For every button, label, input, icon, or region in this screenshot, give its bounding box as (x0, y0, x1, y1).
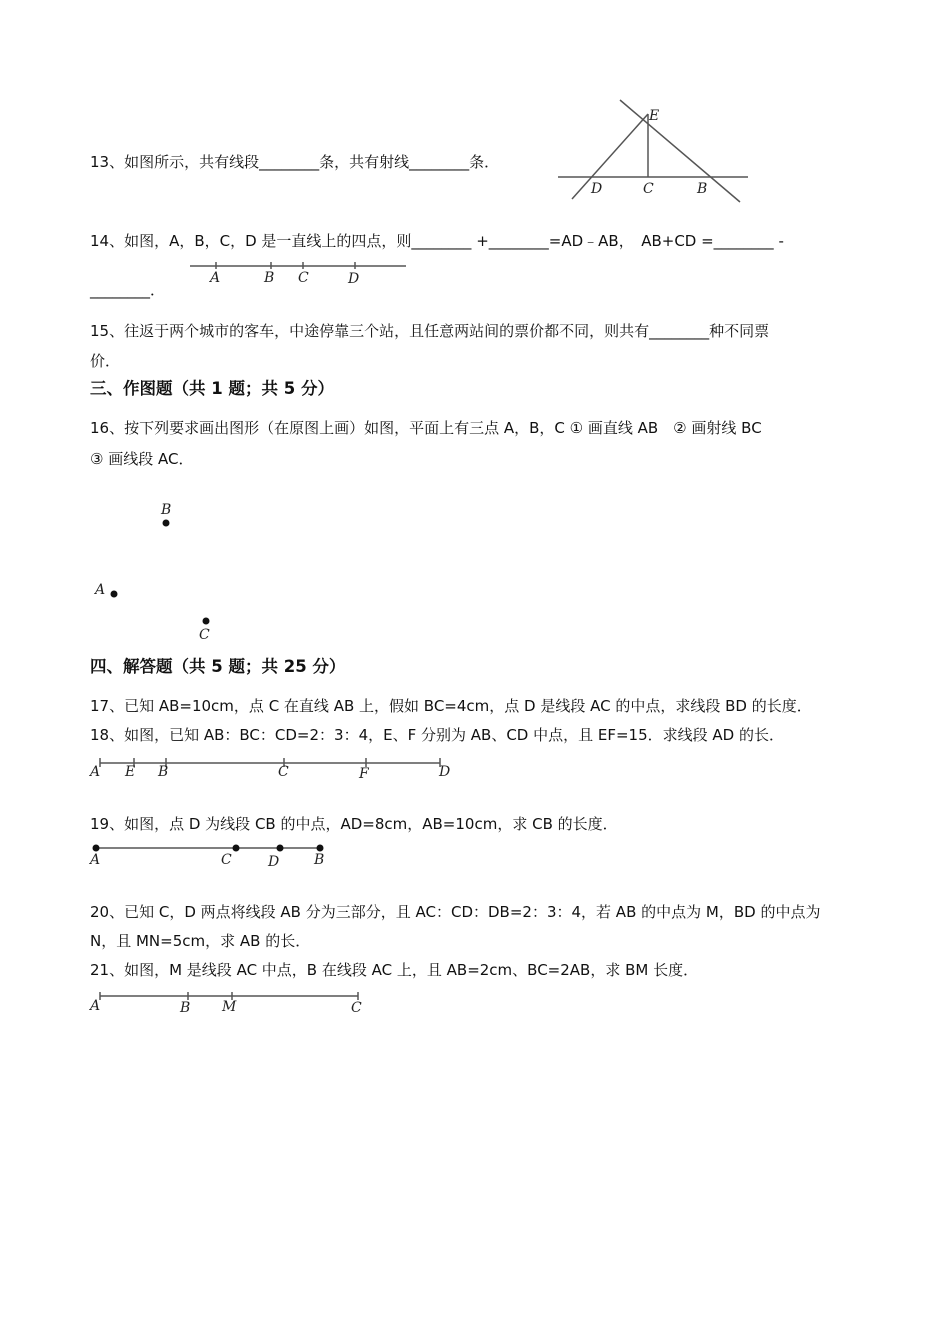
label-d: D (439, 764, 451, 780)
label-b: B (180, 1000, 191, 1016)
label-c: C (278, 764, 289, 780)
figure-q14 (188, 262, 408, 290)
point-d (277, 845, 284, 852)
label-b: B (264, 270, 275, 286)
question-14-line-2: ________． (90, 281, 166, 299)
figure-q13 (556, 96, 756, 206)
question-16-line-1: 16、按下列要求画出图形（在原图上画）如图，平面上有三点 A，B，C ① 画直线 AB ② 画射线 BC (90, 419, 762, 437)
label-d: D (591, 181, 603, 197)
label-e: E (649, 108, 660, 124)
label-b: B (697, 181, 708, 197)
figure-q16 (90, 496, 230, 646)
label-d: D (268, 854, 280, 870)
label-c: C (643, 181, 654, 197)
question-13: 13、如图所示，共有线段________条，共有射线________条． (90, 153, 500, 171)
point-b (317, 845, 324, 852)
label-m: M (222, 999, 237, 1015)
line-through-e-b (620, 100, 740, 202)
figure-q21 (88, 992, 378, 1022)
point-c (203, 618, 210, 625)
question-16-line-2: ③ 画线段 AC． (90, 450, 194, 468)
figure-q19 (88, 842, 338, 872)
question-15-line-2: 价． (90, 352, 121, 370)
label-a: A (90, 764, 101, 780)
label-f: F (359, 766, 369, 782)
question-21: 21、如图，M 是线段 AC 中点，B 在线段 AC 上，且 AB=2cm、BC=2AB，求 BM 长度． (90, 961, 699, 979)
label-c: C (199, 627, 210, 643)
line-through-e-d (572, 114, 648, 199)
label-a: A (210, 270, 221, 286)
label-a: A (90, 852, 101, 868)
label-a: A (90, 998, 101, 1014)
label-b: B (158, 764, 169, 780)
label-b: B (314, 852, 325, 868)
question-18: 18、如图，已知 AB：BC：CD=2：3：4，E、F 分别为 AB、CD 中点，且 EF=15．求线段 AD 的长． (90, 726, 784, 744)
point-c (233, 845, 240, 852)
label-c: C (221, 852, 232, 868)
question-20-line-1: 20、已知 C，D 两点将线段 AB 分为三部分，且 AC：CD：DB=2：3：4，若 AB 的中点为 M，BD 的中点为 (90, 903, 821, 921)
point-a (93, 845, 100, 852)
point-b (163, 520, 170, 527)
figure-q18 (88, 758, 458, 788)
question-14-line-1: 14、如图，A，B，C，D 是一直线上的四点，则________ +________=AD﹣AB， AB+CD =________ - (90, 232, 784, 250)
question-19: 19、如图，点 D 为线段 CB 的中点，AD=8cm，AB=10cm，求 CB 的长度． (90, 815, 618, 833)
point-a (111, 591, 118, 598)
section-3-title: 三、作图题（共 1 题；共 5 分） (90, 379, 334, 398)
label-e: E (125, 764, 136, 780)
question-15-line-1: 15、往返于两个城市的客车，中途停靠三个站，且任意两站间的票价都不同，则共有________种不同票 (90, 322, 770, 340)
section-4-title: 四、解答题（共 5 题；共 25 分） (90, 657, 346, 676)
question-20-line-2: N，且 MN=5cm，求 AB 的长． (90, 932, 311, 950)
label-d: D (348, 271, 360, 287)
label-c: C (298, 270, 309, 286)
question-17: 17、已知 AB=10cm，点 C 在直线 AB 上，假如 BC=4cm，点 D 是线段 AC 的中点，求线段 BD 的长度． (90, 697, 812, 715)
label-c: C (351, 1000, 362, 1016)
label-b: B (161, 502, 172, 518)
label-a: A (95, 582, 106, 598)
